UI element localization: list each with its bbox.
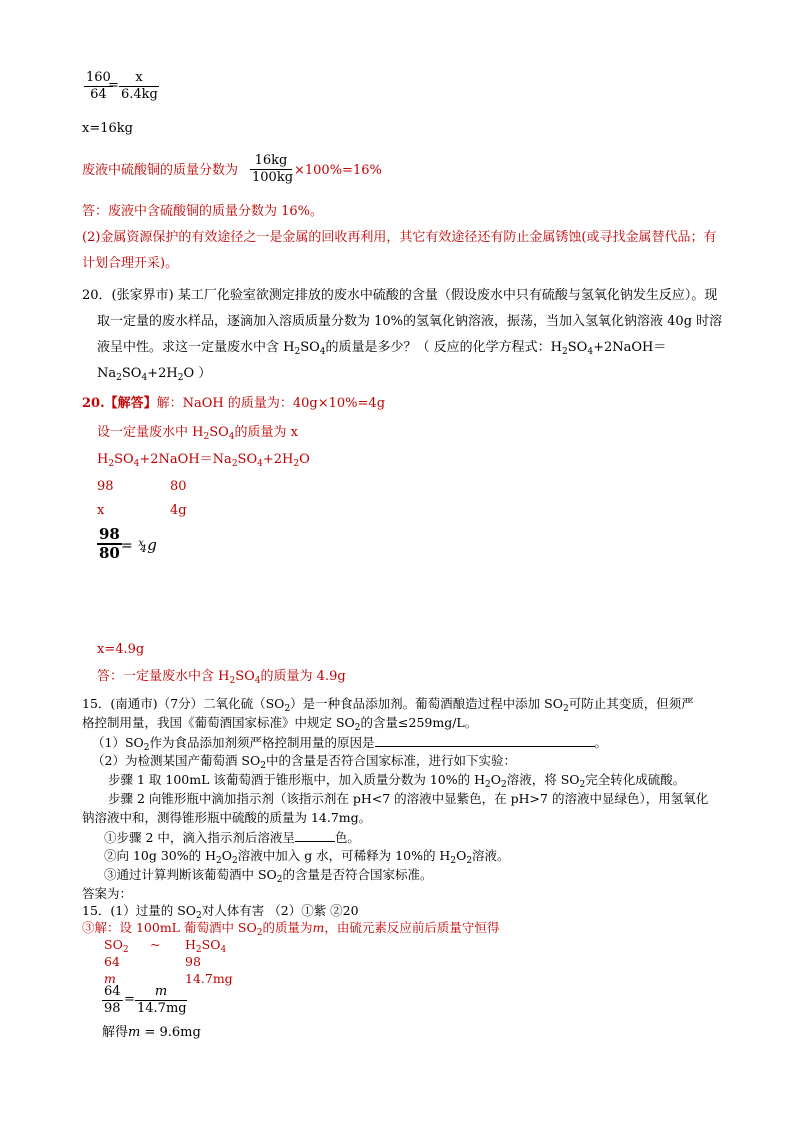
q20-ratio-80: 80 [170, 479, 187, 494]
q15-step2: 步骤 2 向锥形瓶中滴加指示剂（该指示剂在 pH<7 的溶液中显紫色，在 pH>7 的溶液中显绿色），用氢氧化 [108, 791, 709, 806]
fraction-16kg-100kg [250, 153, 292, 186]
q15-answer-3: ③解：设 100mL 葡萄酒中 $SO_2$的质量为m，由硫元素反应前后质量守恒得 [82, 920, 500, 938]
q20-line1: 20．(张家界市) 某工厂化验室欲测定排放的废水中硫酸的含量（假设废水中只有硫酸与氢氧化钠发生反应）。现 [82, 288, 718, 303]
x-result-line: x=16kg [82, 121, 133, 136]
q15-item1: $(1)SO_2$作为食品添加剂须严格控制用量的原因是 。 [92, 735, 608, 753]
q15-step2b: 钠溶液中和，测得锥形瓶中硫酸的质量为 14.7mg。 [82, 810, 372, 825]
answer-blank[interactable] [295, 829, 335, 842]
q15-solve-line: 解得m = 9.6mg [102, 1025, 201, 1040]
part2-line1: (2)金属资源保护的有效途径之一是金属的回收再利用，其它有效途径还有防止金属锈蚀(或寻找金属替代品；有 [82, 230, 717, 245]
answer-label: 20.【解答】 [82, 396, 157, 411]
q15-step1: 步骤 1 取 100mL 该葡萄酒于锥形瓶中，加入质量分数为 10%的 $H_2O_2$溶液，将 $SO_2$完全转化成硫酸。 [108, 772, 686, 790]
q15-rel-so2: $SO_2$ [104, 937, 129, 955]
equals-sign: = [108, 78, 119, 93]
frac-numerator: 160 [86, 70, 111, 85]
frac-numerator: 98 [99, 525, 120, 543]
q20-answer-head: 20.【解答】解：NaOH 的质量为：40g×10%=4g [82, 396, 386, 411]
q15-rel-64: 64 [104, 954, 120, 969]
q20-line2: 取一定量的废水样品，逐滴加入溶质质量分数为 10%的氢氧化钠溶液，振荡，当加入氢氧化钠溶液 40g 时溶 [97, 314, 723, 329]
q20-set-line: 设一定量废水中 $H_2SO_4$的质量为 x [97, 425, 298, 442]
q15-fraction-eq: = [124, 992, 135, 1007]
frac-denominator: 80 [99, 544, 120, 562]
q15-fraction-m-14.7mg [135, 984, 187, 1017]
q15-rel-98: 98 [185, 954, 201, 969]
q20-ratio-98: 98 [97, 479, 114, 494]
q20-equation: $H_2SO_4+2NaOH=Na_2SO_4+2H_2O$ [97, 452, 310, 469]
q20-x-result: x=4.9g [97, 642, 145, 657]
q20-fraction-rhs: = x 4 g [121, 536, 157, 555]
frac-numerator: 16kg [254, 153, 288, 168]
frac-denominator: 14.7mg [137, 1001, 187, 1016]
frac-numerator: 64 [104, 984, 121, 999]
q20-line3: 液呈中性。求这一定量废水中含 $H_2SO_4$的质量是多少？（ 反应的化学方程式：$H_2SO_4+2NaOH=$ [97, 340, 667, 357]
part2-line2: 计划合理开采)。 [82, 256, 179, 271]
q15-fraction-64-98 [102, 984, 123, 1017]
q15-line2: 格控制用量，我国《葡萄酒国家标准》中规定 $SO_2$的含量≤259mg/L。 [82, 715, 478, 733]
q15-rel-tilde: ~ [150, 937, 161, 952]
frac-numerator: m [154, 984, 168, 999]
q20-line4: $Na_2SO_4+2H_2O$ ） [97, 366, 212, 383]
q20-ratio-4g: 4g [170, 503, 187, 518]
frac-denominator: 98 [104, 1001, 121, 1016]
q15-rel-m: m [104, 971, 116, 986]
frac-denominator: 6.4kg [121, 87, 158, 102]
q15-answer-1: 15．(1）过量的 $SO_2$对人体有害 （2）①紫 ②20 [82, 903, 359, 921]
q15-line1: 15．(南通市)（7分）二氧化硫$(SO_2)$是一种食品添加剂。葡萄酒酿造过程中添加 $SO_2$可防止其变质，但须严 [82, 696, 694, 714]
frac-denominator: 100kg [252, 170, 294, 185]
frac-denominator: 64 [90, 87, 107, 102]
q15-sub-a: ①步骤 2 中，滴入指示剂后溶液呈 色。 [104, 830, 360, 845]
mass-fraction-suffix: ×100%=16% [294, 163, 382, 178]
fraction-x-6.4kg [119, 70, 159, 103]
answer-blank[interactable] [375, 734, 595, 747]
q15-rel-h2so4: $H_2SO_4$ [185, 937, 227, 955]
answer-line: 答：废液中含硫酸铜的质量分数为 16%。 [82, 204, 324, 219]
frac-numerator: x [135, 70, 143, 85]
q15-sub-c: ③通过计算判断该葡萄酒中 $SO_2$的含量是否符合国家标准。 [104, 867, 433, 885]
q15-item2: （2）为检测某国产葡萄酒 $SO_2$中的含量是否符合国家标准，进行如下实验： [92, 753, 516, 771]
q15-sub-b: ②向 10g 30%的 $H_2O_2$溶液中加入 g 水，可稀释为 10%的 $H_2O_2$溶液。 [104, 848, 510, 866]
q20-ratio-x: x [97, 503, 105, 518]
q15-rel-14.7mg: 14.7mg [185, 971, 233, 986]
q15-answer-head: 答案为： [82, 886, 133, 901]
q20-fraction-98-80 [97, 526, 122, 562]
mass-fraction-prefix: 废液中硫酸铜的质量分数为 [82, 163, 239, 178]
q20-answer-line: 答：一定量废水中含 $H_2SO_4$的质量为 4.9g [97, 669, 346, 686]
